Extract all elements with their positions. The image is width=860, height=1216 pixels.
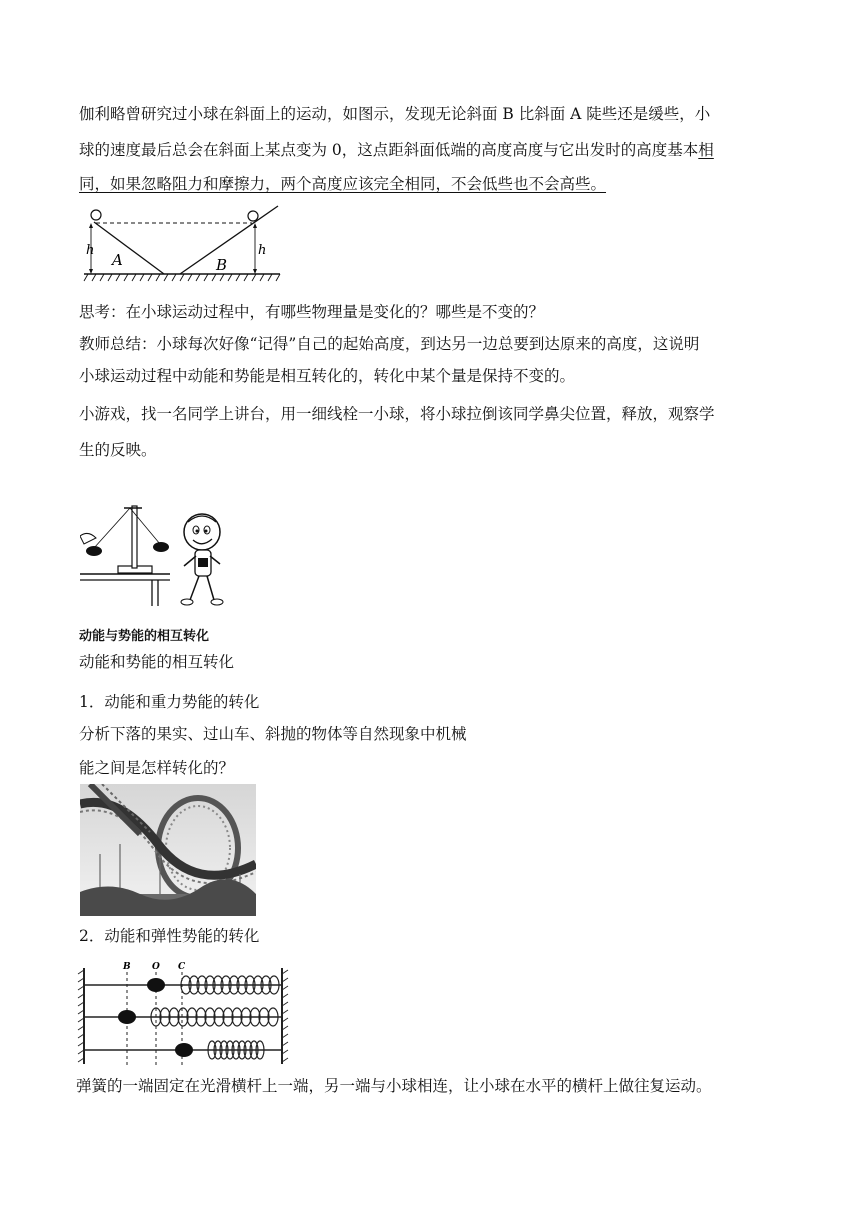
intro-line-2-underlined: 相 (698, 141, 714, 159)
label-point-c: C (178, 962, 186, 972)
intro-line-3: 同，如果忽略阻力和摩擦力，两个高度应该完全相同，不会低些也不会高些。 (79, 175, 607, 193)
label-slope-b: B (216, 256, 228, 274)
item-2-title: 2．动能和弹性势能的转化 (79, 927, 260, 945)
label-point-o: O (152, 962, 160, 972)
label-h-left: h (86, 243, 95, 258)
item-1-title: 1．动能和重力势能的转化 (79, 693, 260, 711)
spring-description: 弹簧的一端固定在光滑横杆上一端，另一端与小球相连，让小球在水平的横杆上做往复运动。 (76, 1077, 712, 1095)
intro-line-1: 伽利略曾研究过小球在斜面上的运动，如图示，发现无论斜面 B 比斜面 A 陡些还是缓些，小 (79, 105, 711, 123)
roller-coaster-photo (80, 784, 256, 916)
think-question: 思考：在小球运动过程中，有哪些物理量是变化的？哪些是不变的？ (79, 303, 545, 321)
spring-oscillator-diagram (70, 960, 292, 1068)
label-slope-a: A (112, 251, 123, 269)
summary-line-2: 小球运动过程中动能和势能是相互转化的，转化中某个量是保持不变的。 (79, 367, 576, 385)
item-1-line-1: 分析下落的果实、过山车、斜抛的物体等自然现象中机械 (79, 725, 467, 743)
intro-line-2 (79, 136, 785, 164)
item-1-line-2: 能之间是怎样转化的？ (79, 759, 235, 777)
label-point-b: B (123, 962, 131, 972)
game-line-2: 生的反映。 (79, 441, 157, 459)
label-h-right: h (258, 243, 267, 258)
game-line-1: 小游戏，找一名同学上讲台，用一细线栓一小球，将小球拉倒该同学鼻尖位置，释放，观察学 (79, 405, 715, 423)
incline-diagram (82, 204, 284, 284)
summary-line-1: 教师总结：小球每次好像“记得”自己的起始高度，到达另一边总要到达原来的高度，这说明 (79, 335, 700, 353)
pendulum-game-illustration (80, 492, 240, 608)
intro-line-2-text: 球的速度最后总会在斜面上某点变为 0，这点距斜面低端的高度高度与它出发时的高度基本 (79, 141, 699, 159)
section-heading-bold: 动能与势能的相互转化 (79, 629, 210, 644)
section-heading: 动能和势能的相互转化 (79, 653, 235, 671)
